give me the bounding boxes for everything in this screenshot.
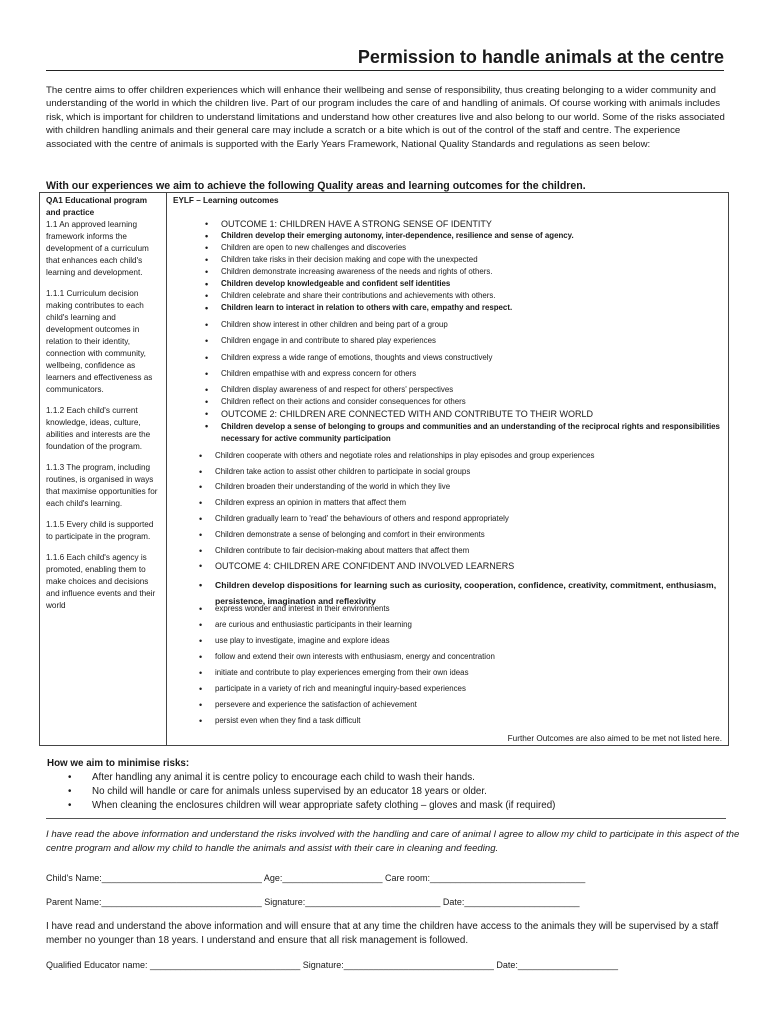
outcome-item — [199, 514, 509, 524]
outcome-text: Children are open to new challenges and discoveries — [221, 243, 407, 252]
bullet-icon: • — [199, 561, 203, 571]
outcome-item — [205, 267, 493, 277]
outcome-text: Children develop their emerging autonomy, inter-dependence, resilience and sense of agency. — [221, 231, 574, 240]
outcome-item — [205, 397, 466, 407]
outcome-text: Children develop knowledgeable and confident self identities — [221, 279, 451, 288]
outcome-item — [199, 636, 390, 646]
outcome-item — [199, 467, 471, 477]
risk-list — [68, 771, 555, 813]
bullet-icon: • — [199, 498, 203, 508]
outcome-text: Children display awareness of and respect for others' perspectives — [221, 385, 454, 394]
outcome-item — [199, 482, 451, 492]
outcome-text: are curious and enthusiastic participants in their learning — [215, 620, 412, 629]
outcome-item — [205, 219, 492, 229]
outcome-item — [199, 604, 390, 614]
quality-area-paragraph: 1.1.6 Each child's agency is promoted, enabling them to make choices and decisions and influence events and their world — [46, 553, 156, 610]
outcome-text: Children demonstrate a sense of belonging and comfort in their environments — [215, 530, 485, 539]
outcome-item — [205, 291, 496, 301]
outcome-text: Children learn to interact in relation to others with care, empathy and respect. — [221, 303, 513, 312]
outcome-item — [199, 668, 469, 678]
outcome-text: express wonder and interest in their environments — [215, 604, 390, 613]
outcome-item — [199, 716, 361, 726]
outcome-text: Children contribute to fair decision-making about matters that affect them — [215, 546, 470, 555]
bullet-icon: • — [199, 467, 203, 477]
bullet-icon: • — [199, 546, 203, 556]
bullet-icon: • — [205, 243, 209, 253]
outcome-text: OUTCOME 4: CHILDREN ARE CONFIDENT AND INVOLVED LEARNERS — [215, 561, 515, 571]
bullet-icon: • — [199, 652, 203, 662]
quality-area-paragraph: 1.1.2 Each child's current knowledge, ideas, culture, abilities and interests are the foundation of the program. — [46, 406, 151, 451]
quality-heading: With our experiences we aim to achieve the following Quality areas and learning outcomes for the children. — [46, 180, 586, 192]
outcome-item — [205, 336, 436, 346]
bullet-icon: • — [205, 369, 209, 379]
outcome-text: Children engage in and contribute to shared play experiences — [221, 336, 436, 345]
column-divider — [166, 193, 167, 745]
further-outcomes-note: Further Outcomes are also aimed to be met not listed here. — [507, 734, 722, 743]
outcome-text: Children develop a sense of belonging to groups and communities and an understanding of the reciprocal rights and responsibilities necessary for active community participation — [221, 422, 720, 443]
quality-area-paragraph: 1.1.1 Curriculum decision making contributes to each child's learning and development outcomes in relation to their identity, connection with community, wellbeing, confidence as learners and effectiveness as communicators. — [46, 289, 153, 394]
outcome-text: Children take risks in their decision making and cope with the unexpected — [221, 255, 478, 264]
outcome-text: Children demonstrate increasing awareness of the needs and rights of others. — [221, 267, 493, 276]
outcome-text: persevere and experience the satisfaction of achievement — [215, 700, 417, 709]
bullet-icon: • — [205, 385, 209, 395]
quality-area-heading: QA1 Educational program and practice — [46, 196, 147, 217]
outcome-text: Children express an opinion in matters that affect them — [215, 498, 407, 507]
bullet-icon: • — [205, 320, 209, 330]
parent-signature-line[interactable]: Parent Name:________________________________ Signature:___________________________ Date:_______________________ — [46, 897, 580, 907]
outcome-text: use play to investigate, imagine and explore ideas — [215, 636, 390, 645]
bullet-icon: • — [205, 279, 209, 289]
intro-text: The centre aims to offer children experiences which will enhance their wellbeing and sense of responsibility, thus creating belonging to a wider community and understanding of the world in which the children live. Part of our program includes the care of and handling of animals. Of course working with animals includes risk, which is important for children to understand limitations and understand how other creatures live and also belong to our world. Some of the risks associated with children handling animals and their general care may include a scratch or a bite which is out of the control of the staff and centre. The experience associated with the centre of animals is supported with the Early Years Framework, National Quality Standards and regulations as seen below: — [46, 85, 725, 150]
outcome-text: Children develop dispositions for learning such as curiosity, cooperation, confidence, creativity, commitment, enthusiasm, persistence, imagination and reflexivity — [215, 580, 717, 606]
bullet-icon: • — [199, 716, 203, 726]
outcome-item — [205, 255, 478, 265]
outcome-item — [205, 303, 513, 313]
outcome-text: Children gradually learn to 'read' the behaviours of others and respond appropriately — [215, 514, 509, 523]
outcome-text: follow and extend their own interests with enthusiasm, energy and concentration — [215, 652, 495, 661]
bullet-icon: • — [199, 580, 203, 590]
bullet-icon: • — [205, 255, 209, 265]
outcome-text: Children take action to assist other children to participate in social groups — [215, 467, 471, 476]
risk-item: • After handling any animal it is centre policy to encourage each child to wash their hands. — [68, 772, 475, 783]
outcome-item — [205, 385, 454, 395]
bullet-icon: • — [205, 231, 209, 241]
risks-heading: How we aim to minimise risks: — [47, 758, 190, 769]
outcome-text: Children broaden their understanding of the world in which they live — [215, 482, 451, 491]
outcome-text: Children show interest in other children and being part of a group — [221, 320, 448, 329]
intro-paragraph — [46, 84, 726, 151]
outcome-text: OUTCOME 2: CHILDREN ARE CONNECTED WITH AND CONTRIBUTE TO THEIR WORLD — [221, 409, 594, 419]
bullet-icon: • — [68, 772, 72, 783]
outcome-item — [199, 530, 485, 540]
bullet-icon: • — [199, 451, 203, 461]
outcome-text: persist even when they find a task difficult — [215, 716, 361, 725]
risk-item: • When cleaning the enclosures children will wear appropriate safety clothing – gloves and mask (if required) — [68, 800, 556, 811]
quality-area-paragraph: 1.1 An approved learning framework informs the development of a curriculum that enhances each child's learning and development. — [46, 220, 149, 277]
bullet-icon: • — [205, 397, 209, 407]
outcome-item — [205, 279, 451, 289]
quality-area-paragraph: 1.1.5 Every child is supported to participate in the program. — [46, 520, 154, 541]
outcome-item — [205, 369, 417, 379]
outcome-item — [205, 421, 731, 444]
outcome-text: Children reflect on their actions and consider consequences for others — [221, 397, 466, 406]
bullet-icon: • — [199, 636, 203, 646]
learning-outcomes-list — [173, 193, 723, 745]
outcome-item — [199, 498, 407, 508]
outcomes-table — [39, 192, 729, 746]
quality-area-paragraph: 1.1.3 The program, including routines, is organised in ways that maximise opportunities for each child's learning. — [46, 463, 158, 508]
bullet-icon: • — [199, 514, 203, 524]
bullet-icon: • — [199, 620, 203, 630]
page-title: Permission to handle animals at the centre — [357, 47, 724, 67]
outcome-item — [205, 243, 407, 253]
outcome-text: Children empathise with and express concern for others — [221, 369, 417, 378]
section-divider — [46, 818, 726, 819]
bullet-icon: • — [205, 291, 209, 301]
bullet-icon: • — [205, 421, 209, 431]
outcome-item — [199, 700, 417, 710]
outcome-item — [205, 320, 448, 330]
outcome-item — [205, 353, 493, 363]
learning-outcomes-heading: EYLF – Learning outcomes — [173, 196, 279, 205]
risk-item: • No child will handle or care for animals unless supervised by an educator 18 years or older. — [68, 786, 487, 797]
educator-signature-line[interactable]: Qualified Educator name: ______________________________ Signature:______________________________ Date:____________________ — [46, 960, 619, 970]
outcome-item — [199, 620, 412, 630]
bullet-icon: • — [199, 530, 203, 540]
outcome-item — [199, 652, 495, 662]
bullet-icon: • — [68, 800, 72, 811]
bullet-icon: • — [205, 336, 209, 346]
bullet-icon: • — [205, 303, 209, 313]
bullet-icon: • — [199, 684, 203, 694]
bullet-icon: • — [199, 668, 203, 678]
outcome-item — [199, 451, 595, 461]
outcome-item — [205, 409, 594, 419]
consent-statement: I have read the above information and understand the risks involved with the handling and care of animal I agree to allow my child to participate in this aspect of the centre program and allow my child to handle the animals and assist with their care in cleaning and feeding. — [46, 829, 740, 854]
bullet-icon: • — [205, 353, 209, 363]
educator-statement: I have read and understand the above information and will ensure that at any time the children have access to the animals they will be supervised by a staff member no younger than 18 years. I understand and ensure that all risk management is followed. — [46, 921, 719, 946]
bullet-icon: • — [205, 267, 209, 277]
bullet-icon: • — [205, 219, 209, 229]
child-details-line[interactable]: Child's Name:________________________________ Age:____________________ Care room:_______________________________ — [46, 873, 586, 883]
outcome-text: participate in a variety of rich and meaningful inquiry-based experiences — [215, 684, 466, 693]
outcome-text: Children celebrate and share their contributions and achievements with others. — [221, 291, 496, 300]
outcome-text: initiate and contribute to play experiences emerging from their own ideas — [215, 668, 469, 677]
bullet-icon: • — [199, 604, 203, 614]
outcome-text: OUTCOME 1: CHILDREN HAVE A STRONG SENSE OF IDENTITY — [221, 219, 492, 229]
bullet-icon: • — [205, 409, 209, 419]
outcome-item — [199, 561, 515, 571]
quality-area-column — [46, 195, 160, 621]
outcome-item — [199, 684, 466, 694]
outcome-text: Children cooperate with others and negotiate roles and relationships in play episodes and group experiences — [215, 451, 595, 460]
outcome-item — [205, 231, 574, 241]
bullet-icon: • — [199, 700, 203, 710]
bullet-icon: • — [199, 482, 203, 492]
outcome-item — [199, 546, 470, 556]
outcome-text: Children express a wide range of emotions, thoughts and views constructively — [221, 353, 493, 362]
title-row — [46, 44, 724, 71]
bullet-icon: • — [68, 786, 72, 797]
